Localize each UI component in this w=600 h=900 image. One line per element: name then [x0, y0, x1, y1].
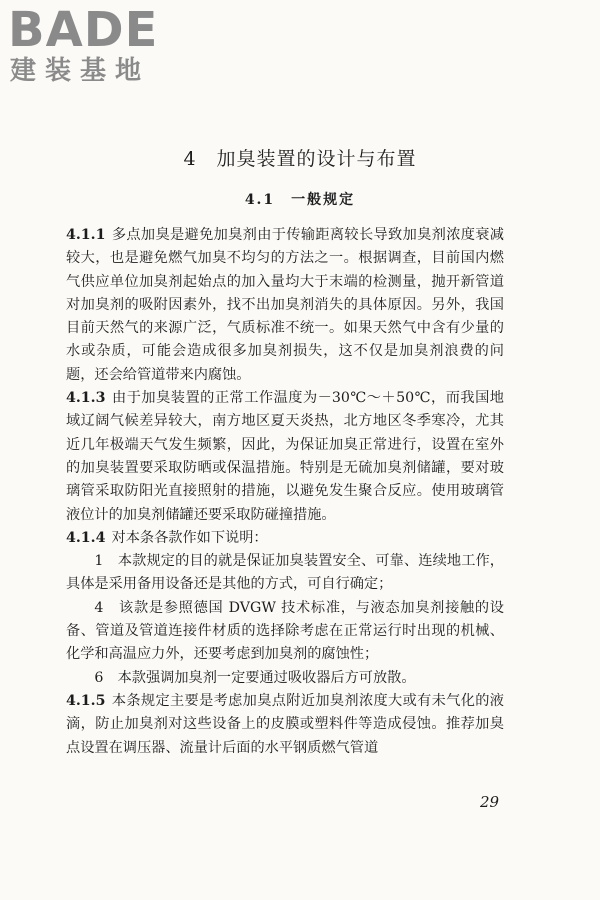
- clause-4-1-1: [66, 224, 504, 387]
- clause-4-1-3: [66, 387, 504, 527]
- bade-logo: [8, 2, 188, 92]
- clause-text: 由于加臭装置的正常工作温度为－30℃～＋50℃，而我国地域辽阔气候差异较大，南方地区夏天炎热，北方地区冬季寒冷，尤其近几年极端天气发生频繁，因此，为保证加臭正常进行，设置在室外的加臭装置要采取防晒或保温措施。特别是无硫加臭剂储罐，要对玻璃管采取防阳光直接照射的措施，以避免发生聚合反应。使用玻璃管液位计的加臭剂储罐还要采取防碰撞措施。: [66, 390, 504, 523]
- logo-subtitle: 建装基地: [10, 56, 151, 86]
- clause-number: 4.1.5: [66, 692, 106, 709]
- clause-text: 对本条各款作如下说明：: [111, 529, 268, 546]
- section-title: 4.1 一般规定: [244, 192, 356, 208]
- clause-4-1-4: [66, 527, 504, 550]
- list-item: 6 本款强调加臭剂一定要通过吸收器后方可放散。: [94, 669, 416, 686]
- clause-text: 本条规定主要是考虑加臭点附近加臭剂浓度大或有未气化的液滴，防止加臭剂对这些设备上的皮膜或塑料件等造成侵蚀。推荐加臭点设置在调压器、流量计后面的水平钢质燃气管道: [66, 692, 504, 756]
- clause-number: 4.1.1: [66, 227, 106, 243]
- list-item: 4 该款是参照德国 DVGW 技术标准，与液态加臭剂接触的设备、管道及管道连接件材质的选择除考虑在正常运行时出现的机械、化学和高温应力外，还要考虑到加臭剂的腐蚀性；: [66, 599, 504, 663]
- list-item: 1 本款规定的目的就是保证加臭装置安全、可靠、连续地工作，具体是采用备用设备还是其他的方式，可自行确定；: [66, 553, 504, 593]
- clause-number: 4.1.4: [66, 529, 106, 546]
- page-number: 29: [480, 793, 500, 811]
- clause-4-1-5: [66, 690, 504, 760]
- clause-text: 多点加臭是避免加臭剂由于传输距离较长导致加臭剂浓度衰减较大，也是避免燃气加臭不均匀的方法之一。根据调查，目前国内燃气供应单位加臭剂起始点的加入量均大于末端的检测量，抛开新管道对加臭剂的吸附因素外，找不出加臭剂消失的具体原因。另外，我国目前天然气的来源广泛，气质标准不统一。如果天然气中含有少量的水或杂质，可能会造成很多加臭剂损失，这不仅是加臭剂浪费的问题，还会给管道带来内腐蚀。: [66, 227, 504, 383]
- document-body: [66, 224, 504, 760]
- clause-number: 4.1.3: [66, 390, 106, 407]
- chapter-title: 4 加臭装置的设计与布置: [183, 148, 417, 170]
- logo-wordmark: BADE: [8, 2, 159, 58]
